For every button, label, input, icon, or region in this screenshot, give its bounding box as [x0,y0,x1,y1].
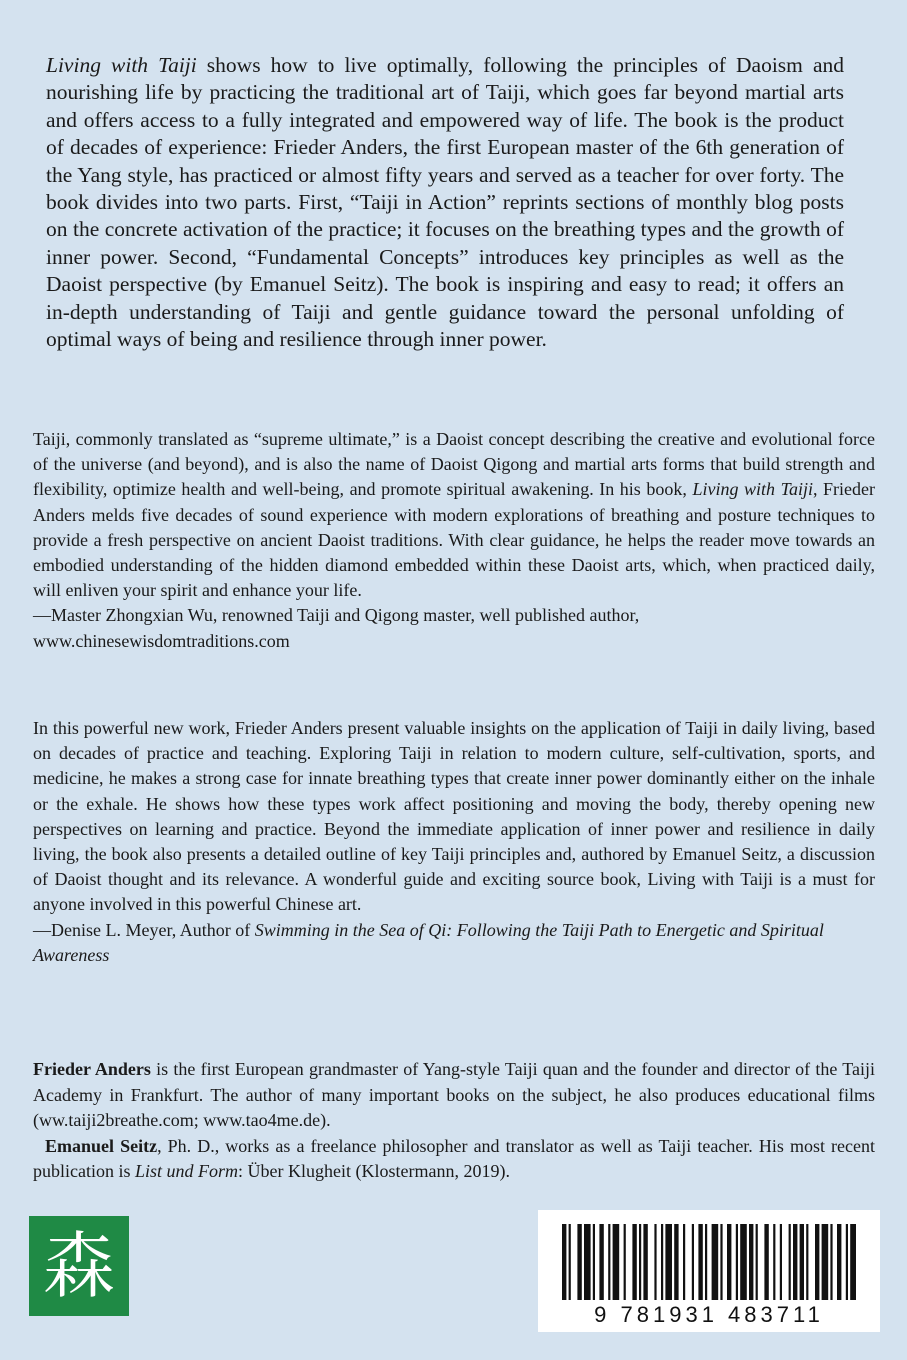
bio-seitz-text-a: , Ph. D., works as a freelance philosopher and translator as well as Taiji teacher. His most recent publication is [33,1135,876,1181]
isbn-barcode [538,1210,880,1332]
quote1-text-b: , Frieder Anders melds five decades of sound experience with modern explorations of breathing and posture techniques to provide a fresh perspective on ancient Daoist traditions. With clear guidance, he helps the reader move towards an embodied understanding of the hidden diamond embedded within these Daoist arts, which, when practiced daily, will enliven your spirit and enhance your life. [33,479,875,601]
isbn-number: 9 781931 483711 [594,1302,824,1327]
bio-seitz [33,1134,875,1185]
bio-anders-text: is the first European grandmaster of Yang-style Taiji quan and the founder and director of the Taiji Academy in Frankfurt. The author of many important books on the subject, he also produces educational films (ww.taiji2breathe.com; www.tao4me.de). [33,1059,875,1130]
quote2-text: In this powerful new work, Frieder Anders present valuable insights on the application of Taiji in daily living, based on decades of practice and teaching. Exploring Taiji in relation to modern culture, self-cultivation, sports, and medicine, he makes a strong case for innate breathing types that create inner power dominantly either on the inhale or the exhale. He shows how these types work affect positioning and moving the body, thereby opening new perspectives on learning and practice. Beyond the immediate application of inner power and resilience in daily living, the book also presents a detailed outline of key Taiji principles and, authored by Emanuel Seitz, a discussion of Daoist thought and its relevance. A wonderful guide and exciting source book, Living with Taiji is a must for anyone involved in this powerful Chinese art. [33,718,875,915]
bio-anders-name: Frieder Anders [33,1059,151,1079]
quote2-attribution-prefix: —Denise L. Meyer, Author of [33,919,255,940]
quote2-attribution-title: Swimming in the Sea of Qi: Following the Taiji Path to Energetic and Spiritual Awareness [33,919,824,965]
forest-glyph-icon: 森 [42,1224,115,1308]
endorsement-meyer [33,716,875,968]
endorsement-wu [33,427,875,654]
book-blurb [46,52,844,353]
bio-anders [33,1057,875,1134]
bio-seitz-name: Emanuel Seitz [45,1135,158,1156]
quote1-attribution: —Master Zhongxian Wu, renowned Taiji and Qigong master, well published author, www.chinesewisdomtraditions.com [33,605,640,651]
quote1-book-title: Living with Taiji [692,479,813,500]
bio-seitz-text-b: : Über Klugheit (Klostermann, 2019). [238,1161,510,1181]
publisher-logo [29,1216,129,1316]
barcode-bars-icon [562,1224,856,1300]
quote1-text-a: Taiji, commonly translated as “supreme ultimate,” is a Daoist concept describing the creative and evolutional force of the universe (and beyond), and is also the name of Daoist Qigong and martial arts forms that build strength and flexibility, optimize health and well-being, and promote spiritual awakening. In his book, [33,429,875,500]
blurb-text: shows how to live optimally, following the principles of Daoism and nourishing life by practicing the traditional art of Taiji, which goes far beyond martial arts and offers access to a fully integrated and empowered way of life. The book is the product of decades of experience: Frieder Anders, the first European master of the 6th generation of the Yang style, has practiced or almost fifty years and served as a teacher for over forty. The book divides into two parts. First, “Taiji in Action” reprints sections of monthly blog posts on the concrete activation of the practice; it focuses on the breathing types and the growth of inner power. Second, “Fundamental Concepts” introduces key principles as well as the Daoist perspective (by Emanuel Seitz). The book is inspiring and easy to read; it offers an in-depth understanding of Taiji and gentle guidance toward the personal unfolding of optimal ways of being and resilience through inner power. [46,53,844,352]
bio-seitz-title: List und Form [135,1161,239,1181]
blurb-book-title: Living with Taiji [46,53,197,77]
author-bios [33,1057,875,1185]
quote2-attribution [33,918,875,968]
